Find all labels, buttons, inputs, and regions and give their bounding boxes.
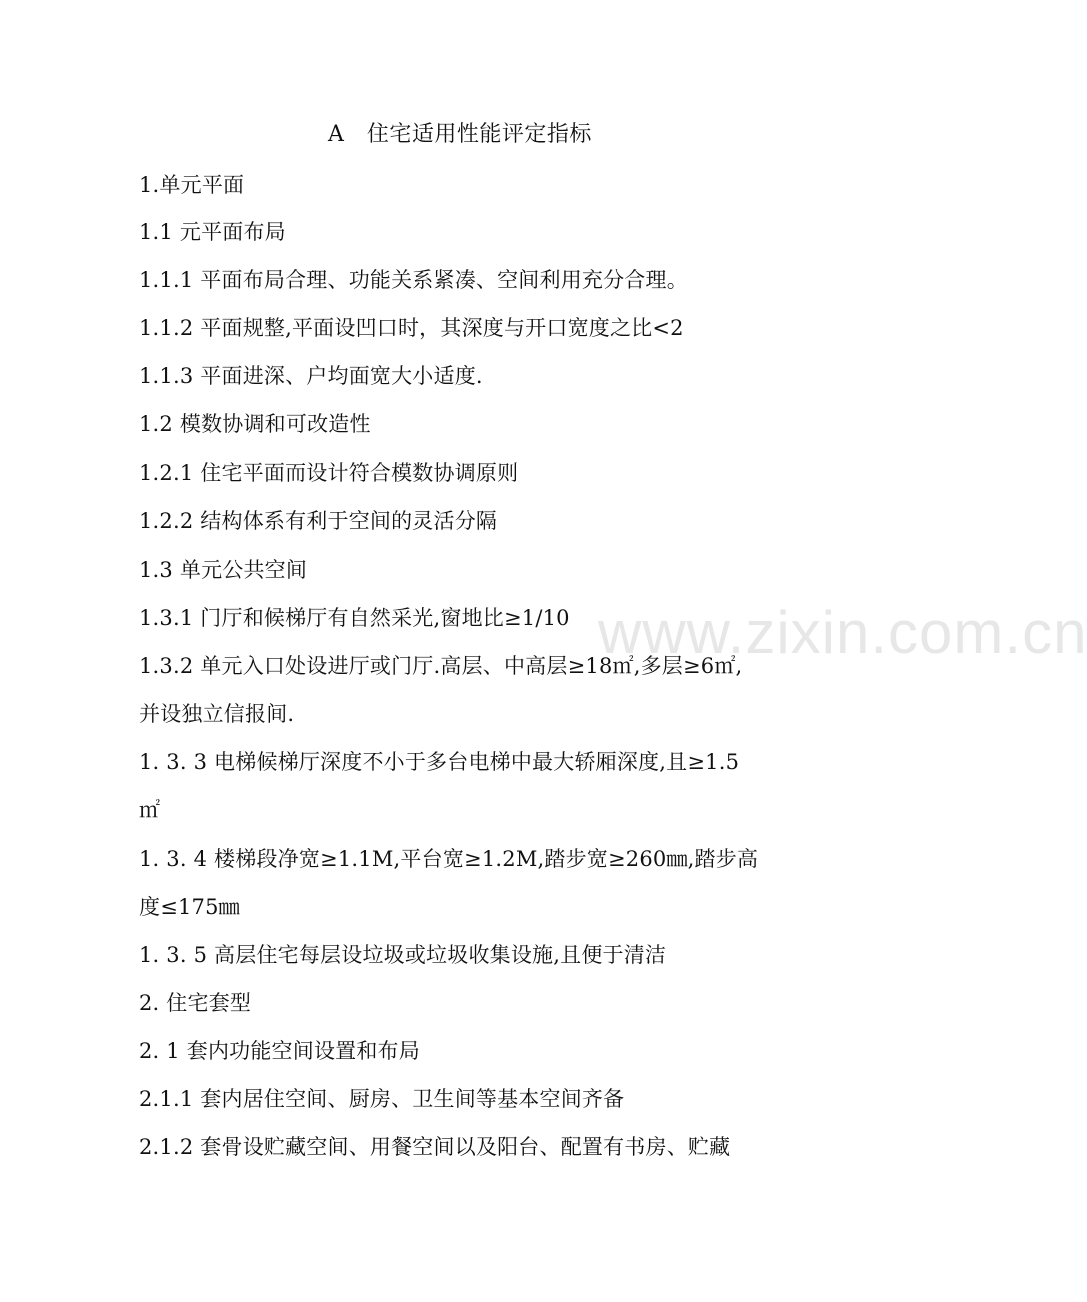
clause-item: 1.2.1 住宅平面而设计符合模数协调原则	[139, 461, 519, 485]
watermark: www.zixin.com.cn	[598, 599, 1087, 666]
subsection-heading: 1.2 模数协调和可改造性	[139, 412, 371, 436]
clause-item: 1.1.2 平面规整,平面设凹口时，其深度与开口宽度之比<2	[139, 316, 684, 340]
subsection-heading: 2. 1 套内功能空间设置和布局	[139, 1039, 420, 1063]
clause-item: 2.1.2 套骨设贮藏空间、用餐空间以及阳台、配置有书房、贮藏	[139, 1135, 731, 1159]
clause-continuation: 度≤175㎜	[139, 895, 240, 919]
clause-item: 1.3.2 单元入口处设进厅或门厅.高层、中高层≥18㎡,多层≥6㎡,	[139, 654, 743, 678]
clause-item: 1.2.2 结构体系有利于空间的灵活分隔	[139, 509, 498, 533]
clause-continuation: ㎡	[139, 798, 161, 822]
clause-item: 1. 3. 4 楼梯段净宽≥1.1M,平台宽≥1.2M,踏步宽≥260㎜,踏步高	[139, 847, 759, 871]
clause-item: 2.1.1 套内居住空间、厨房、卫生间等基本空间齐备	[139, 1087, 625, 1111]
clause-item: 1.1.1 平面布局合理、功能关系紧凑、空间利用充分合理。	[139, 268, 688, 292]
subsection-heading: 1.3 单元公共空间	[139, 558, 308, 582]
section-heading: 1.单元平面	[139, 173, 245, 197]
clause-item: 1.1.3 平面进深、户均面宽大小适度.	[139, 364, 483, 388]
clause-item: 1. 3. 3 电梯候梯厅深度不小于多台电梯中最大轿厢深度,且≥1.5	[139, 750, 740, 774]
subsection-heading: 1.1 元平面布局	[139, 220, 286, 244]
section-heading: 2. 住宅套型	[139, 991, 252, 1015]
clause-item: 1. 3. 5 高层住宅每层设垃圾或垃圾收集设施,且便于清洁	[139, 943, 667, 967]
clause-item: 1.3.1 门厅和候梯厅有自然采光,窗地比≥1/10	[139, 606, 570, 630]
clause-continuation: 并设独立信报间.	[139, 702, 295, 726]
document-title: A 住宅适用性能评定指标	[328, 122, 592, 147]
